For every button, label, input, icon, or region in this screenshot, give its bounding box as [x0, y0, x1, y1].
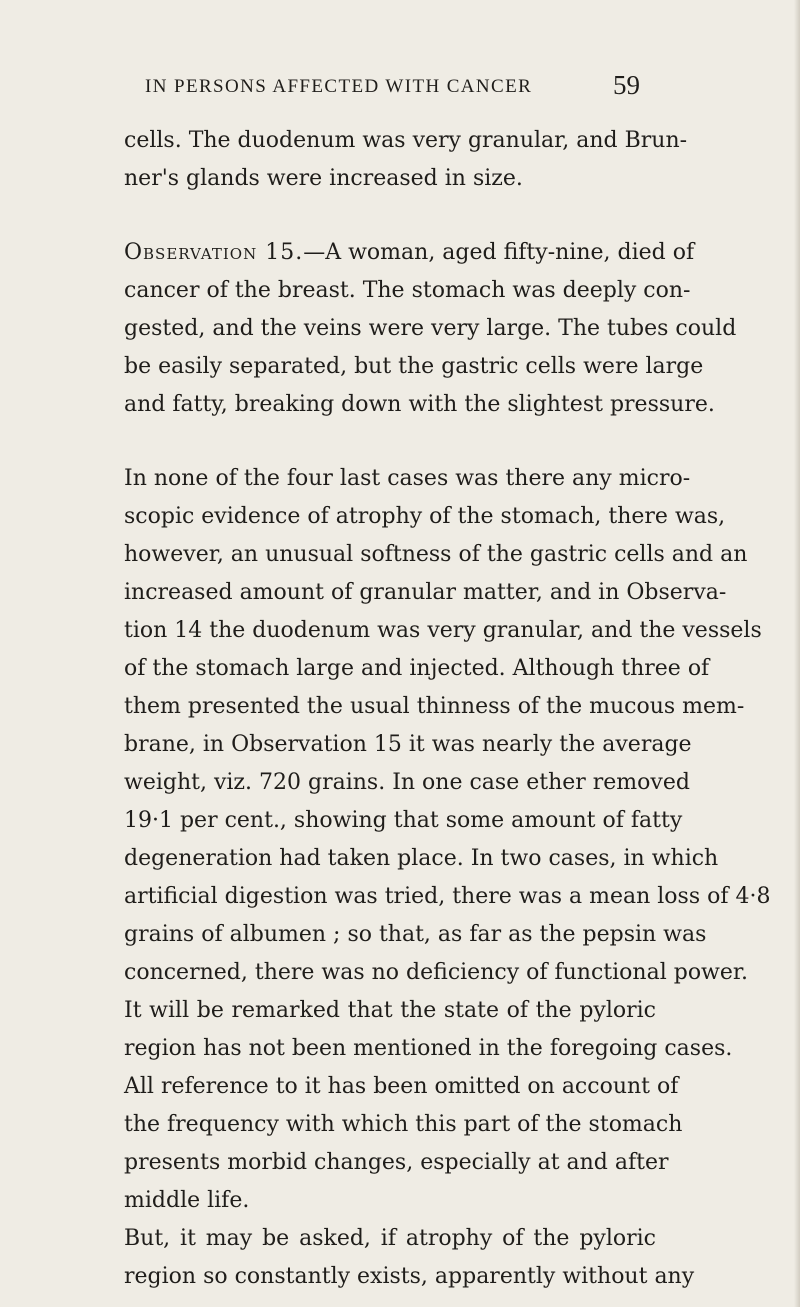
text-line: and fatty, breaking down with the slightest pressure. — [124, 392, 715, 417]
paragraph — [124, 122, 688, 198]
text-line: region has not been mentioned in the foregoing cases. — [124, 1036, 733, 1061]
text-line: brane, in Observation 15 it was nearly the average — [124, 732, 692, 757]
body-text — [124, 122, 771, 1296]
text-line: In none of the four last cases was there any micro- — [124, 466, 691, 491]
observation-heading: Observation 15. — [124, 240, 304, 265]
text-line: be easily separated, but the gastric cells were large — [124, 354, 704, 379]
text-line: presents morbid changes, especially at and after — [124, 1150, 669, 1175]
text-line: concerned, there was no deficiency of functional power. — [124, 960, 749, 985]
running-head: IN PERSONS AFFECTED WITH CANCER — [145, 76, 533, 97]
text-line: degeneration had taken place. In two cases, in which — [124, 846, 719, 871]
text-line: weight, viz. 720 grains. In one case ether removed — [124, 770, 690, 795]
text-line: of the stomach large and injected. Although three of — [124, 656, 710, 681]
text-line: cancer of the breast. The stomach was deeply con- — [124, 278, 691, 303]
text-line: All reference to it has been omitted on account of — [124, 1074, 679, 1099]
text-line: region so constantly exists, apparently without any — [124, 1264, 695, 1289]
page-edge-shadow — [794, 0, 800, 1307]
text-line: increased amount of granular matter, and in Observa- — [124, 580, 727, 605]
text-line: them presented the usual thinness of the mucous mem- — [124, 694, 745, 719]
paragraph — [124, 460, 771, 1296]
text-line: grains of albumen ; so that, as far as the pepsin was — [124, 922, 707, 947]
text-line: ner's glands were increased in size. — [124, 166, 523, 191]
text-line — [124, 234, 695, 272]
page-header — [0, 70, 800, 106]
text-line: artificial digestion was tried, there was a mean loss of 4·8 — [124, 884, 771, 909]
text-line: It will be remarked that the state of the pyloric — [124, 998, 656, 1023]
text-line-rest: —A woman, aged fifty-nine, died of — [303, 240, 695, 265]
text-line: tion 14 the duodenum was very granular, and the vessels — [124, 618, 762, 643]
text-line: middle life. — [124, 1188, 250, 1213]
text-line: cells. The duodenum was very granular, and Brun- — [124, 128, 688, 153]
text-line: however, an unusual softness of the gastric cells and an — [124, 542, 748, 567]
text-line: gested, and the veins were very large. The tubes could — [124, 316, 737, 341]
page-number: 59 — [613, 70, 640, 100]
paragraph-observation — [124, 234, 737, 424]
text-line: But, it may be asked, if atrophy of the pyloric — [124, 1226, 656, 1251]
text-line: the frequency with which this part of the stomach — [124, 1112, 683, 1137]
text-line: 19·1 per cent., showing that some amount of fatty — [124, 808, 683, 833]
text-line: scopic evidence of atrophy of the stomach, there was, — [124, 504, 726, 529]
